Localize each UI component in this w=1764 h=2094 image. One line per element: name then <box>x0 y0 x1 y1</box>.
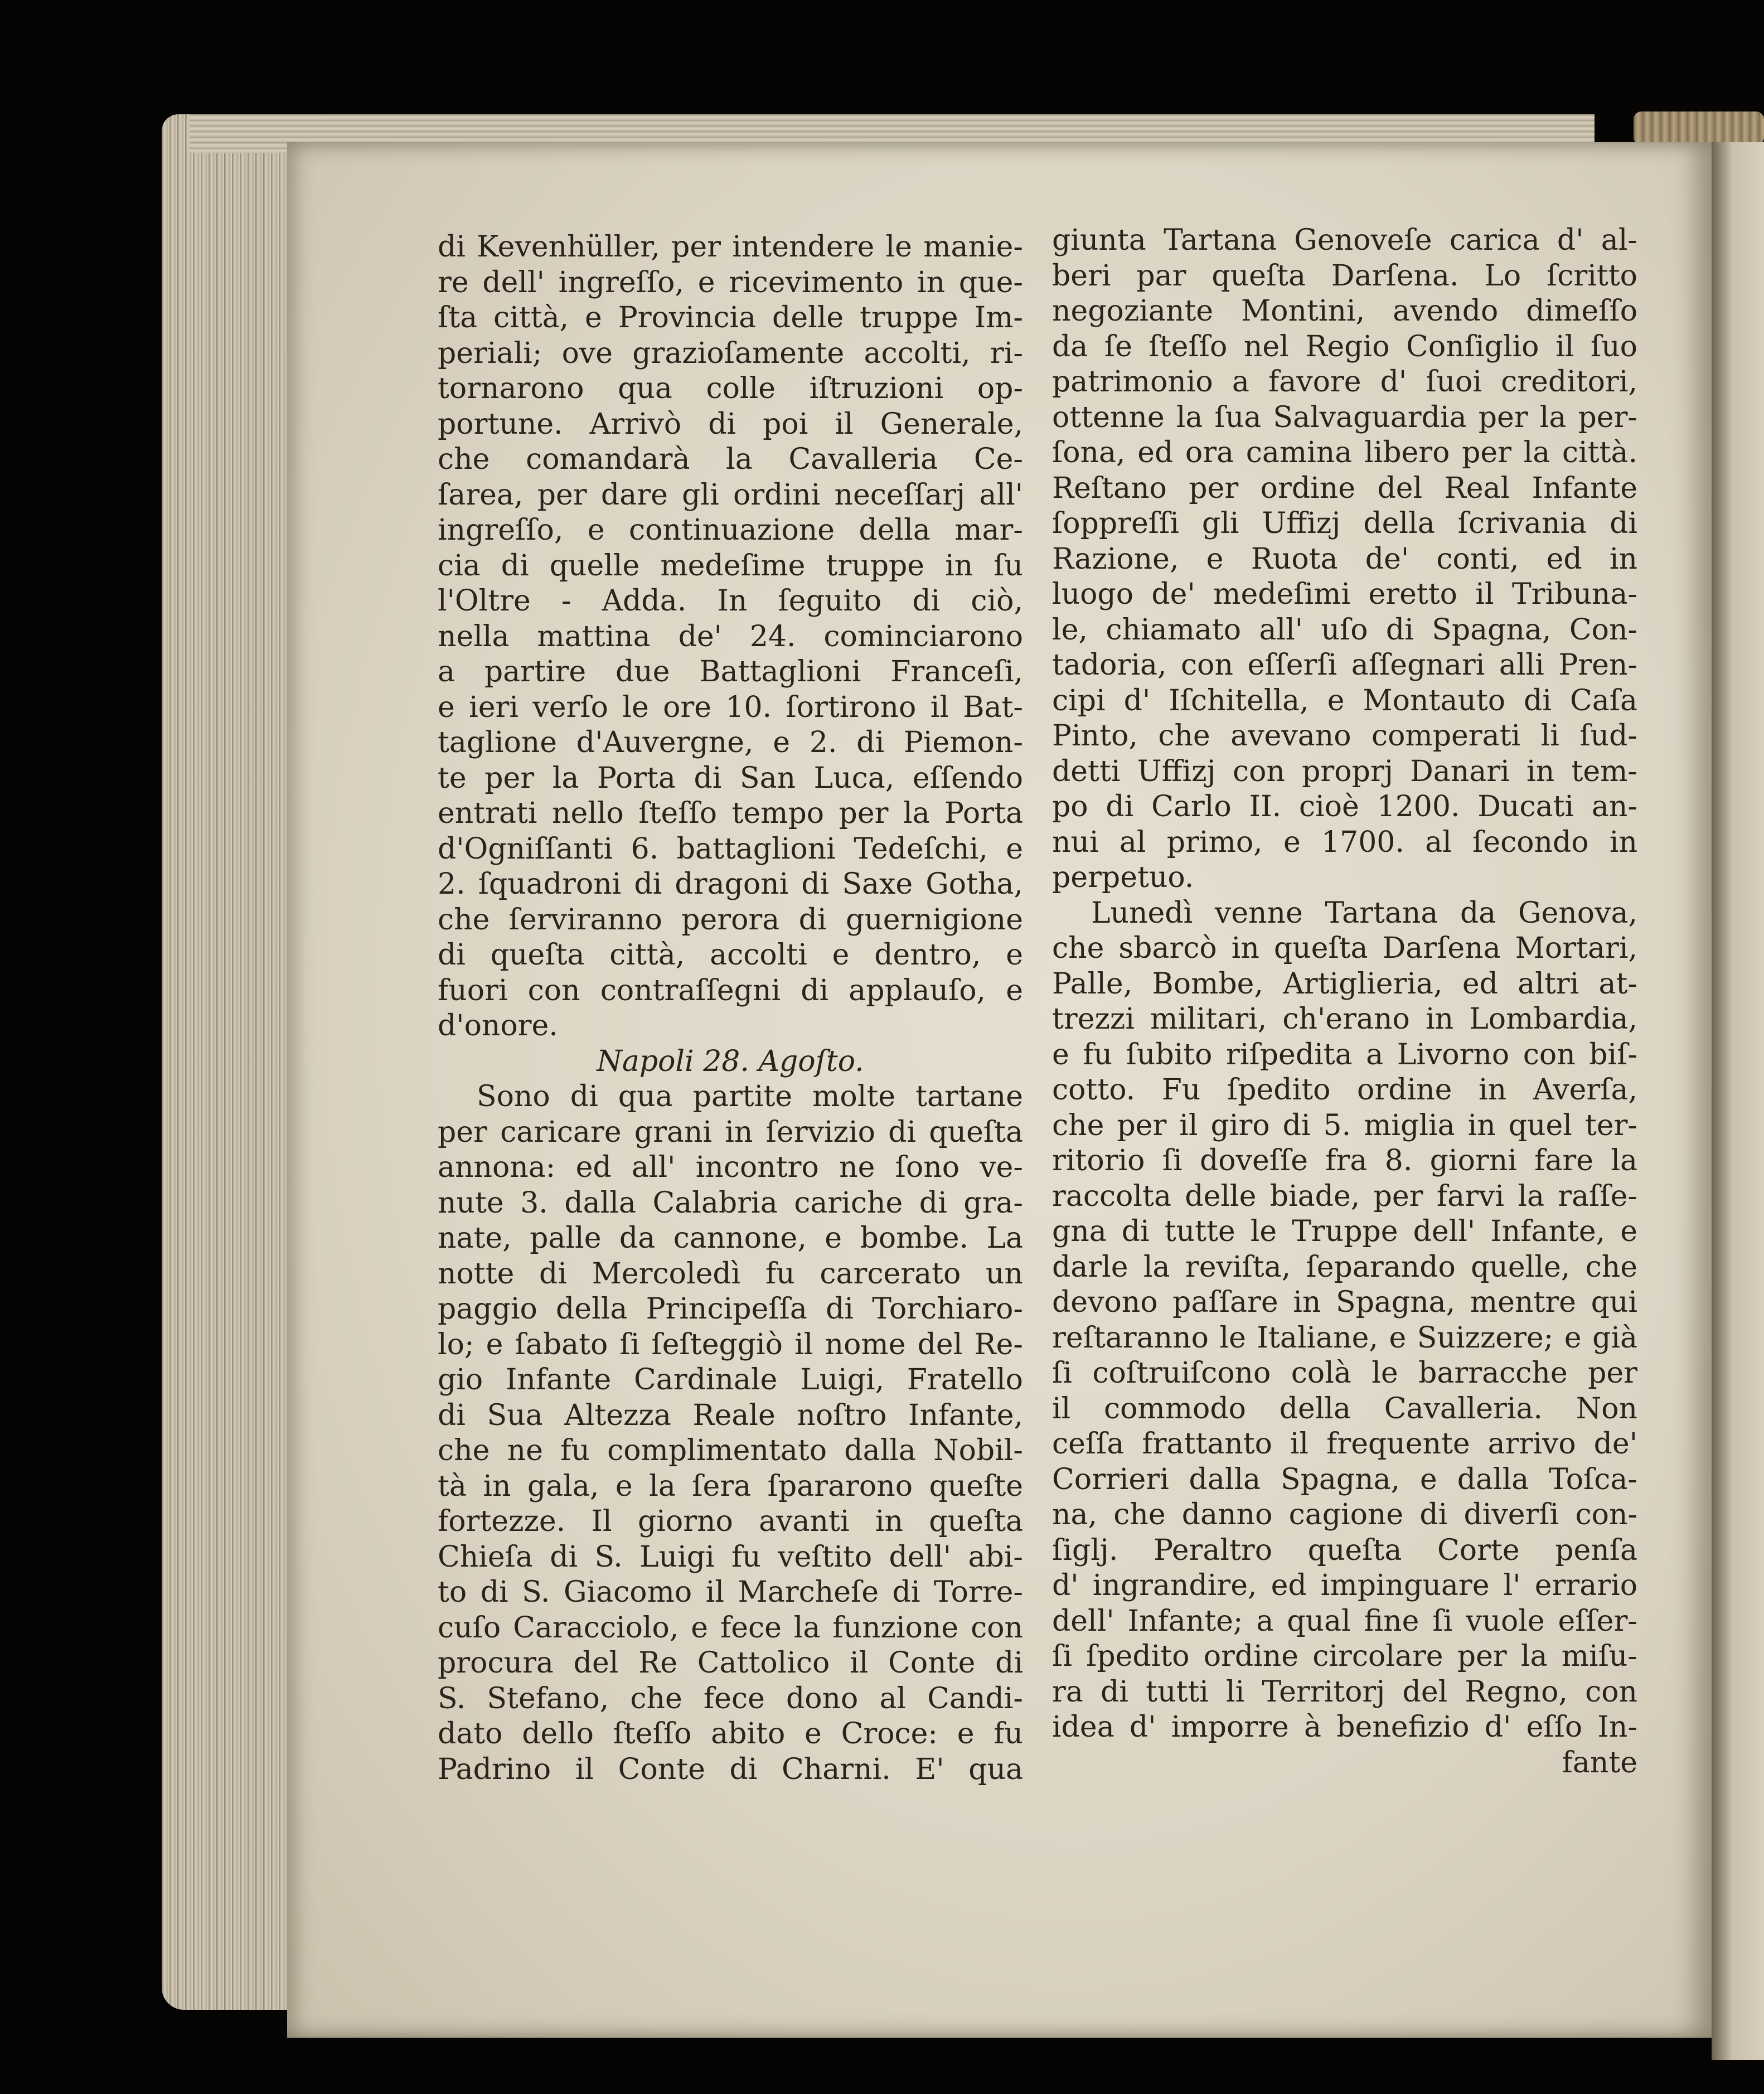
text-line: trezzi militari, ch'erano in Lombardia, <box>1052 1002 1637 1036</box>
text-line: il commodo della Cavalleria. Non <box>1052 1392 1637 1426</box>
text-line: tà in gala, e la ſera ſpararono queſte <box>438 1469 1023 1503</box>
text-line: dell' Infante; a qual fine ſi vuole eſſer- <box>1052 1604 1637 1638</box>
text-line: l'Oltre - Adda. In ſeguito di ciò, <box>438 584 1023 618</box>
text-line: nute 3. dalla Calabria cariche di gra- <box>438 1186 1023 1220</box>
text-line: Pinto, che avevano comperati li ſud- <box>1052 719 1637 753</box>
text-line: gio Infante Cardinale Luigi, Fratello <box>438 1363 1023 1397</box>
text-line: Reſtano per ordine del Real Infante <box>1052 471 1637 505</box>
text-line: beri par queſta Darſena. Lo ſcritto <box>1052 259 1637 293</box>
text-line: reſtaranno le Italiane, e Suizzere; e già <box>1052 1321 1637 1355</box>
text-line: e fu ſubito riſpedita a Livorno con biſ- <box>1052 1038 1637 1072</box>
text-line: taglione d'Auvergne, e 2. di Piemon- <box>438 726 1023 759</box>
text-line: nui al primo, e 1700. al ſecondo in <box>1052 825 1637 859</box>
text-line: Lunedì venne Tartana da Genova, <box>1091 896 1637 930</box>
text-line: Padrino il Conte di Charni. E' qua <box>438 1752 1023 1786</box>
book-spine-edge <box>1634 112 1764 145</box>
text-line: raccolta delle biade, per farvi la raſſe- <box>1052 1179 1637 1213</box>
text-line: notte di Mercoledì fu carcerato un <box>438 1257 1023 1291</box>
text-line: da ſe ſteſſo nel Regio Conſiglio il ſuo <box>1052 329 1637 363</box>
text-line: ſoppreſſi gli Uffizj della ſcrivania di <box>1052 507 1637 540</box>
text-line: gna di tutte le Truppe dell' Infante, e <box>1052 1215 1637 1248</box>
text-line: di Sua Altezza Reale noſtro Infante, <box>438 1398 1023 1432</box>
text-line: che per il giro di 5. miglia in quel ter- <box>1052 1108 1637 1142</box>
text-line: na, che danno cagione di diverſi con- <box>1052 1498 1637 1531</box>
text-line: fuori con contraſſegni di applauſo, e <box>438 973 1023 1007</box>
text-line: luogo de' medeſimi eretto il Tribuna- <box>1052 578 1637 611</box>
text-line: di Kevenhüller, per intendere le manie- <box>438 230 1023 264</box>
text-line: perpetuo. <box>1052 861 1194 894</box>
text-line: ſiglj. Peraltro queſta Corte penſa <box>1052 1533 1637 1567</box>
text-line: Palle, Bombe, Artiglieria, ed altri at- <box>1052 967 1637 1001</box>
text-line: entrati nello ſteſſo tempo per la Porta <box>438 797 1023 830</box>
text-line: detti Uffizj con proprj Danari in tem- <box>1052 754 1637 788</box>
text-line: re dell' ingreſſo, e ricevimento in que- <box>438 265 1023 299</box>
dateline: Napoli 28. Agoſto. <box>597 1044 864 1078</box>
facing-page-edge <box>1712 142 1764 2060</box>
text-line: le, chiamato all' uſo di Spagna, Con- <box>1052 613 1637 647</box>
text-line: ſta città, e Provincia delle truppe Im- <box>438 301 1023 335</box>
text-line: ſarea, per dare gli ordini neceſſarj all' <box>438 478 1023 512</box>
text-line: annona: ed all' incontro ne ſono ve- <box>438 1151 1023 1184</box>
text-line: d'Ogniſſanti 6. battaglioni Tedeſchi, e <box>438 832 1023 866</box>
text-line: che sbarcò in queſta Darſena Mortari, <box>1052 932 1637 965</box>
text-line: dato dello ſteſſo abito e Croce: e fu <box>438 1717 1023 1751</box>
text-line: fortezze. Il giorno avanti in queſta <box>438 1505 1023 1538</box>
text-line: d' ingrandire, ed impinguare l' errario <box>1052 1569 1637 1602</box>
text-line: patrimonio a favore d' ſuoi creditori, <box>1052 365 1637 399</box>
text-line: giunta Tartana Genoveſe carica d' al- <box>1052 224 1637 257</box>
text-line: nate, palle da cannone, e bombe. La <box>438 1222 1023 1255</box>
text-line: che ſerviranno perora di guernigione <box>438 903 1023 937</box>
text-line: Sono di qua partite molte tartane <box>477 1080 1023 1113</box>
text-line: S. Stefano, che fece dono al Candi- <box>438 1681 1023 1715</box>
catchword: fante <box>1562 1746 1637 1780</box>
text-line: to di S. Giacomo il Marcheſe di Torre- <box>438 1576 1023 1609</box>
text-line: devono paſſare in Spagna, mentre qui <box>1052 1286 1637 1319</box>
text-line: lo; e ſabato ſi ſeſteggiò il nome del Re- <box>438 1327 1023 1361</box>
text-line: tornarono qua colle iſtruzioni op- <box>438 372 1023 405</box>
text-line: di queſta città, accolti e dentro, e <box>438 938 1023 972</box>
text-line: Chieſa di S. Luigi fu veſtito dell' abi- <box>438 1540 1023 1574</box>
text-line: che comandarà la Cavalleria Ce- <box>438 443 1023 476</box>
text-line: darle la reviſta, ſeparando quelle, che <box>1052 1250 1637 1284</box>
text-line: tadoria, con eſſerſi aſſegnari alli Pren- <box>1052 648 1637 682</box>
text-line: cia di quelle medeſime truppe in ſu <box>438 549 1023 583</box>
text-line: portune. Arrivò di poi il Generale, <box>438 407 1023 441</box>
text-line: cuſo Caracciolo, e fece la funzione con <box>438 1611 1023 1645</box>
text-line: ingreſſo, e continuazione della mar- <box>438 513 1023 547</box>
text-line: ra di tutti li Territorj del Regno, con <box>1052 1675 1637 1709</box>
text-line: a partire due Battaglioni Franceſi, <box>438 655 1023 689</box>
text-line: periali; ove grazioſamente accolti, ri- <box>438 336 1023 370</box>
text-line: paggio della Principeſſa di Torchiaro- <box>438 1292 1023 1326</box>
text-line: ottenne la ſua Salvaguardia per la per- <box>1052 400 1637 434</box>
text-line: per caricare grani in ſervizio di queſta <box>438 1115 1023 1149</box>
text-line: te per la Porta di San Luca, eſſendo <box>438 761 1023 795</box>
right-column <box>1052 223 1637 1781</box>
text-line: e ieri verſo le ore 10. ſortirono il Bat- <box>438 690 1023 724</box>
text-line: nella mattina de' 24. cominciarono <box>438 619 1023 653</box>
text-line: che ne fu complimentato dalla Nobil- <box>438 1434 1023 1467</box>
text-line: d'onore. <box>438 1009 558 1043</box>
text-line: idea d' imporre à benefizio d' eſſo In- <box>1052 1710 1637 1744</box>
text-line: ſona, ed ora camina libero per la città. <box>1052 436 1637 469</box>
text-line: ritorio ſi doveſſe fra 8. giorni fare la <box>1052 1144 1637 1177</box>
text-line: Corrieri dalla Spagna, e dalla Toſca- <box>1052 1462 1637 1496</box>
text-line: po di Carlo II. cioè 1200. Ducati an- <box>1052 790 1637 823</box>
text-line: Razione, e Ruota de' conti, ed in <box>1052 542 1637 576</box>
text-line: cotto. Fu ſpedito ordine in Averſa, <box>1052 1073 1637 1107</box>
text-line: cipi d' Iſchitella, e Montauto di Caſa <box>1052 684 1637 718</box>
text-line: ceſſa frattanto il frequente arrivo de' <box>1052 1427 1637 1461</box>
text-line: negoziante Montini, avendo dimeſſo <box>1052 294 1637 328</box>
text-line: ſi ſpedito ordine circolare per la miſu- <box>1052 1640 1637 1673</box>
text-line: ſi coſtruiſcono colà le barracche per <box>1052 1356 1637 1390</box>
text-line: procura del Re Cattolico il Conte di <box>438 1646 1023 1680</box>
text-line: 2. ſquadroni di dragoni di Saxe Gotha, <box>438 867 1023 901</box>
left-column <box>438 230 1023 1787</box>
